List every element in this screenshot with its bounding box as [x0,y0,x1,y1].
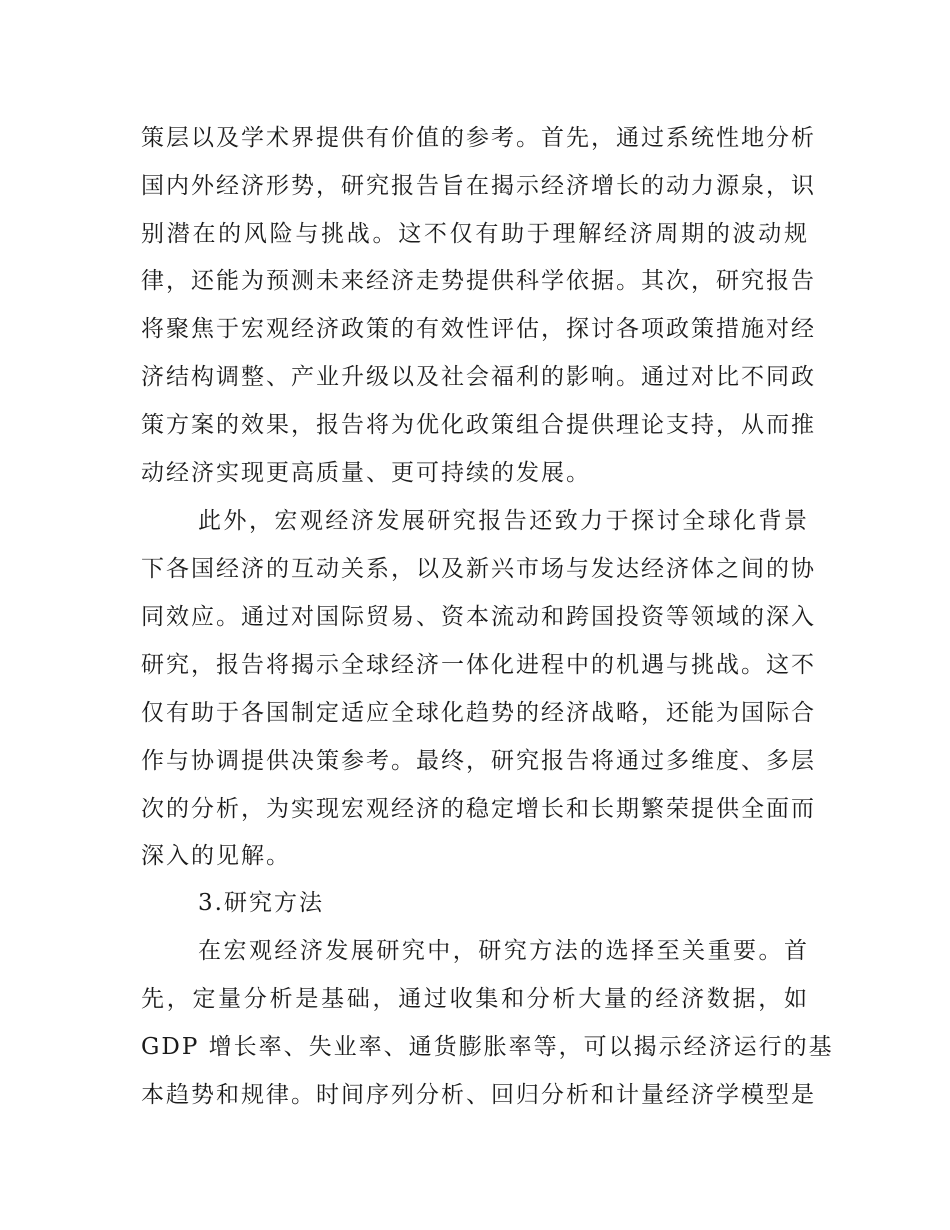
paragraph-1-line-7: 策方案的效果，报告将为优化政策组合提供理论支持，从而推 [141,412,816,438]
paragraph-3-line-1: 在宏观经济发展研究中，研究方法的选择至关重要。首 [198,938,809,964]
paragraph-2-line-7: 次的分析，为实现宏观经济的稳定增长和长期繁荣提供全面而 [141,796,816,822]
section-heading: 3.研究方法 [198,890,324,916]
paragraph-2-line-3: 同效应。通过对国际贸易、资本流动和跨国投资等领域的深入 [141,604,816,630]
paragraph-2-line-6: 作与协调提供决策参考。最终，研究报告将通过多维度、多层 [141,748,816,774]
paragraph-1-line-6: 济结构调整、产业升级以及社会福利的影响。通过对比不同政 [141,364,816,390]
paragraph-2-line-4: 研究，报告将揭示全球经济一体化进程中的机遇与挑战。这不 [141,652,816,678]
paragraph-3-line-2: 先，定量分析是基础，通过收集和分析大量的经济数据，如 [141,986,809,1012]
paragraph-2-line-5: 仅有助于各国制定适应全球化趋势的经济战略，还能为国际合 [141,700,816,726]
paragraph-1-line-1: 策层以及学术界提供有价值的参考。首先，通过系统性地分析 [141,125,816,151]
paragraph-3-line-4: 本趋势和规律。时间序列分析、回归分析和计量经济学模型是 [141,1082,816,1108]
paragraph-2-line-8: 深入的见解。 [141,843,291,869]
paragraph-1-line-4: 律，还能为预测未来经济走势提供科学依据。其次，研究报告 [141,268,816,294]
paragraph-3-line-3: GDP 增长率、失业率、通货膨胀率等，可以揭示经济运行的基 [141,1034,834,1060]
paragraph-1-line-8: 动经济实现更高质量、更可持续的发展。 [141,460,591,486]
paragraph-2-line-2: 下各国经济的互动关系，以及新兴市场与发达经济体之间的协 [141,556,816,582]
paragraph-1-line-3: 别潜在的风险与挑战。这不仅有助于理解经济周期的波动规 [141,221,809,247]
paragraph-1-line-2: 国内外经济形势，研究报告旨在揭示经济增长的动力源泉，识 [141,173,816,199]
paragraph-1-line-5: 将聚焦于宏观经济政策的有效性评估，探讨各项政策措施对经 [141,316,816,342]
paragraph-2-line-1: 此外，宏观经济发展研究报告还致力于探讨全球化背景 [198,508,809,534]
